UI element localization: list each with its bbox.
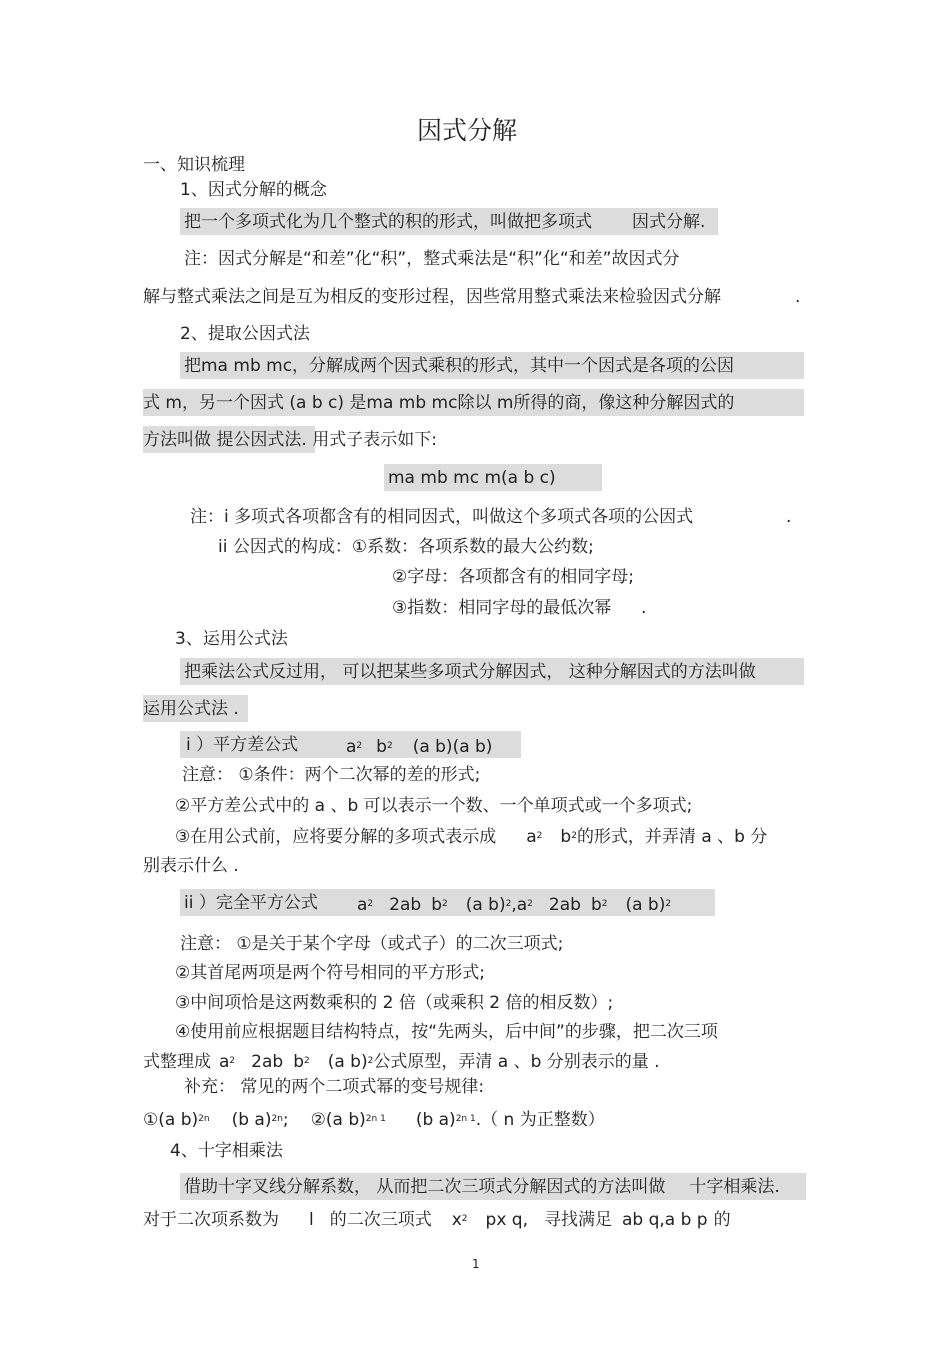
definition-term: 因式分解 <box>632 212 700 232</box>
binomial: (a b) <box>325 1110 366 1130</box>
note-line: 解与整式乘法之间是互为相反的变形过程，因些常用整式乘法来检验因式分解 <box>143 287 721 307</box>
factored-form: (a b)(a b) <box>412 737 493 757</box>
var-x: x <box>451 1210 462 1230</box>
var-a: a <box>357 895 368 915</box>
note-line: 别表示什么 . <box>143 856 239 876</box>
term-2ab: 2ab <box>389 895 422 915</box>
note-line: 注：i 多项式各项都含有的相同因式，叫做这个多项式各项的公因式 <box>190 507 694 527</box>
definition-period: . <box>700 212 706 232</box>
page-title: 因式分解 <box>417 116 518 145</box>
var-b: b <box>590 895 602 915</box>
exponent: 2 <box>527 899 533 909</box>
exponent: 2 <box>441 899 448 909</box>
formula-label: i ）平方差公式 <box>186 735 299 755</box>
term-2ab: 2ab <box>251 1052 284 1072</box>
exponent: 2 <box>601 899 608 909</box>
separator: ,a <box>511 895 528 915</box>
paragraph-line: 运用公式法 . <box>143 699 239 719</box>
formula <box>346 735 492 762</box>
term-2ab: 2ab <box>548 895 581 915</box>
formula <box>357 893 671 920</box>
var-a: a <box>346 737 357 757</box>
exponent: 2 <box>536 831 543 841</box>
var-b: b <box>376 737 387 757</box>
note-line <box>175 825 767 852</box>
separator: ; <box>282 1110 289 1130</box>
var-b: b <box>431 895 442 915</box>
paragraph-line: 把乘法公式反过用， 可以把某些多项式分解因式， 这种分解因式的方法叫做 <box>184 662 756 682</box>
marker-1: ① <box>143 1110 159 1130</box>
note-line: ②平方差公式中的 a 、b 可以表示一个数、一个单项式或一个多项式; <box>175 796 693 816</box>
subsection-heading: 2、提取公因式法 <box>180 324 310 344</box>
paragraph-line <box>184 1175 780 1199</box>
squared-form: (a b) <box>465 895 506 915</box>
note-period: . <box>786 507 792 527</box>
subsection-heading: 4、十字相乘法 <box>170 1141 283 1161</box>
exponent: 2n 1 <box>365 1114 386 1124</box>
note-line: 注意： ①条件：两个二次幂的差的形式; <box>182 765 481 785</box>
squared-form: (a b) <box>327 1052 368 1072</box>
subsection-heading: 1、因式分解的概念 <box>180 180 327 200</box>
exponent: 2n <box>198 1114 210 1124</box>
note-line <box>143 1050 660 1077</box>
binomial: (b a) <box>415 1110 456 1130</box>
coefficient: l <box>309 1210 314 1230</box>
exponent: 2 <box>665 899 672 909</box>
note-text-b: 公式原型，弄清 a 、b 分别表示的量 . <box>373 1052 660 1072</box>
paragraph-line: 把ma mb mc，分解成两个因式乘积的形式，其中一个因式是各项的公因 <box>184 356 735 376</box>
paragraph-text-a: 借助十字叉线分解系数， 从而把二次三项式分解因式的方法叫做 <box>184 1177 666 1197</box>
exponent: 2n 1 <box>455 1114 476 1124</box>
note-text-a: ③在用公式前，应将要分解的多项式表示成 <box>175 827 497 847</box>
paragraph-line: 式 m，另一个因式 (a b c) 是ma mb mc除以 m所得的商，像这种分解因式的 <box>143 393 735 413</box>
exponent: 2 <box>229 1056 236 1066</box>
note-text-b: 的形式，并弄清 a 、b 分 <box>576 827 768 847</box>
exponent: 2 <box>367 899 374 909</box>
note-period: . <box>641 598 647 618</box>
exponent: 2 <box>367 1056 374 1066</box>
paragraph-period: . <box>774 1177 780 1197</box>
exponent: 2 <box>571 831 577 841</box>
var-b: b <box>293 1052 304 1072</box>
paragraph-text-a: 对于二次项系数为 <box>143 1210 279 1230</box>
note-tail: .（ n 为正整数） <box>475 1110 605 1130</box>
note-line: ③中间项恰是这两数乘积的 2 倍（或乘积 2 倍的相反数）; <box>175 993 614 1013</box>
note-line: ②字母：各项都含有的相同字母; <box>392 567 634 587</box>
var-a: a <box>526 827 537 847</box>
formula-label: ii ）完全平方公式 <box>184 893 318 913</box>
term-text: 方法叫做 提公因式法 <box>143 430 302 450</box>
paragraph-line <box>143 428 437 452</box>
section-heading: 一、知识梳理 <box>143 155 245 175</box>
note-line: 注意： ①是关于某个字母（或式子）的二次三项式; <box>180 934 564 954</box>
note-text-a: 式整理成 <box>143 1052 211 1072</box>
paragraph-line <box>143 1208 731 1235</box>
polynomial-tail: px q, <box>485 1210 528 1230</box>
paragraph-text-e: 的 <box>713 1210 731 1230</box>
note-period: . <box>795 287 801 307</box>
note-line: 补充： 常见的两个二项式幂的变号规律: <box>184 1077 485 1097</box>
definition-text-a: 把一个多项式化为几个整式的积的形式，叫做把多项式 <box>184 212 592 232</box>
paragraph-text-c: 的二次三项式 <box>329 1210 432 1230</box>
page-number: 1 <box>472 1257 480 1271</box>
formula-line <box>143 1108 605 1135</box>
note-line: ④使用前应根据题目结构特点，按“先两头，后中间”的步骤，把二次三项 <box>175 1022 718 1042</box>
exponent: 2 <box>356 741 363 751</box>
exponent: 2 <box>386 741 393 751</box>
marker-2: ② <box>310 1110 326 1130</box>
note-line: ②其首尾两项是两个符号相同的平方形式; <box>175 963 485 983</box>
exponent: 2 <box>505 899 512 909</box>
formula: ma mb mc m(a b c) <box>388 468 556 488</box>
term-text: 十字相乘法 <box>689 1177 775 1197</box>
paragraph-text-d: 寻找满足 <box>543 1210 612 1230</box>
var-b: b <box>560 827 572 847</box>
note-line: ii 公因式的构成：①系数：各项系数的最大公约数; <box>218 537 594 557</box>
exponent: 2 <box>461 1214 468 1224</box>
note-line: ③指数：相同字母的最低次幂 <box>392 598 612 618</box>
note-line: 注：因式分解是“和差”化“积”，整式乘法是“积”化“和差”故因式分 <box>184 249 680 269</box>
subsection-heading: 3、运用公式法 <box>175 629 288 649</box>
squared-form: (a b) <box>625 895 666 915</box>
binomial: (a b) <box>158 1110 199 1130</box>
exponent: 2n <box>271 1114 283 1124</box>
condition: ab q,a b p <box>621 1210 708 1230</box>
var-a: a <box>219 1052 230 1072</box>
paragraph-tail: . 用式子表示如下: <box>301 430 437 450</box>
binomial: (b a) <box>231 1110 272 1130</box>
definition-text <box>184 210 705 234</box>
exponent: 2 <box>303 1056 310 1066</box>
